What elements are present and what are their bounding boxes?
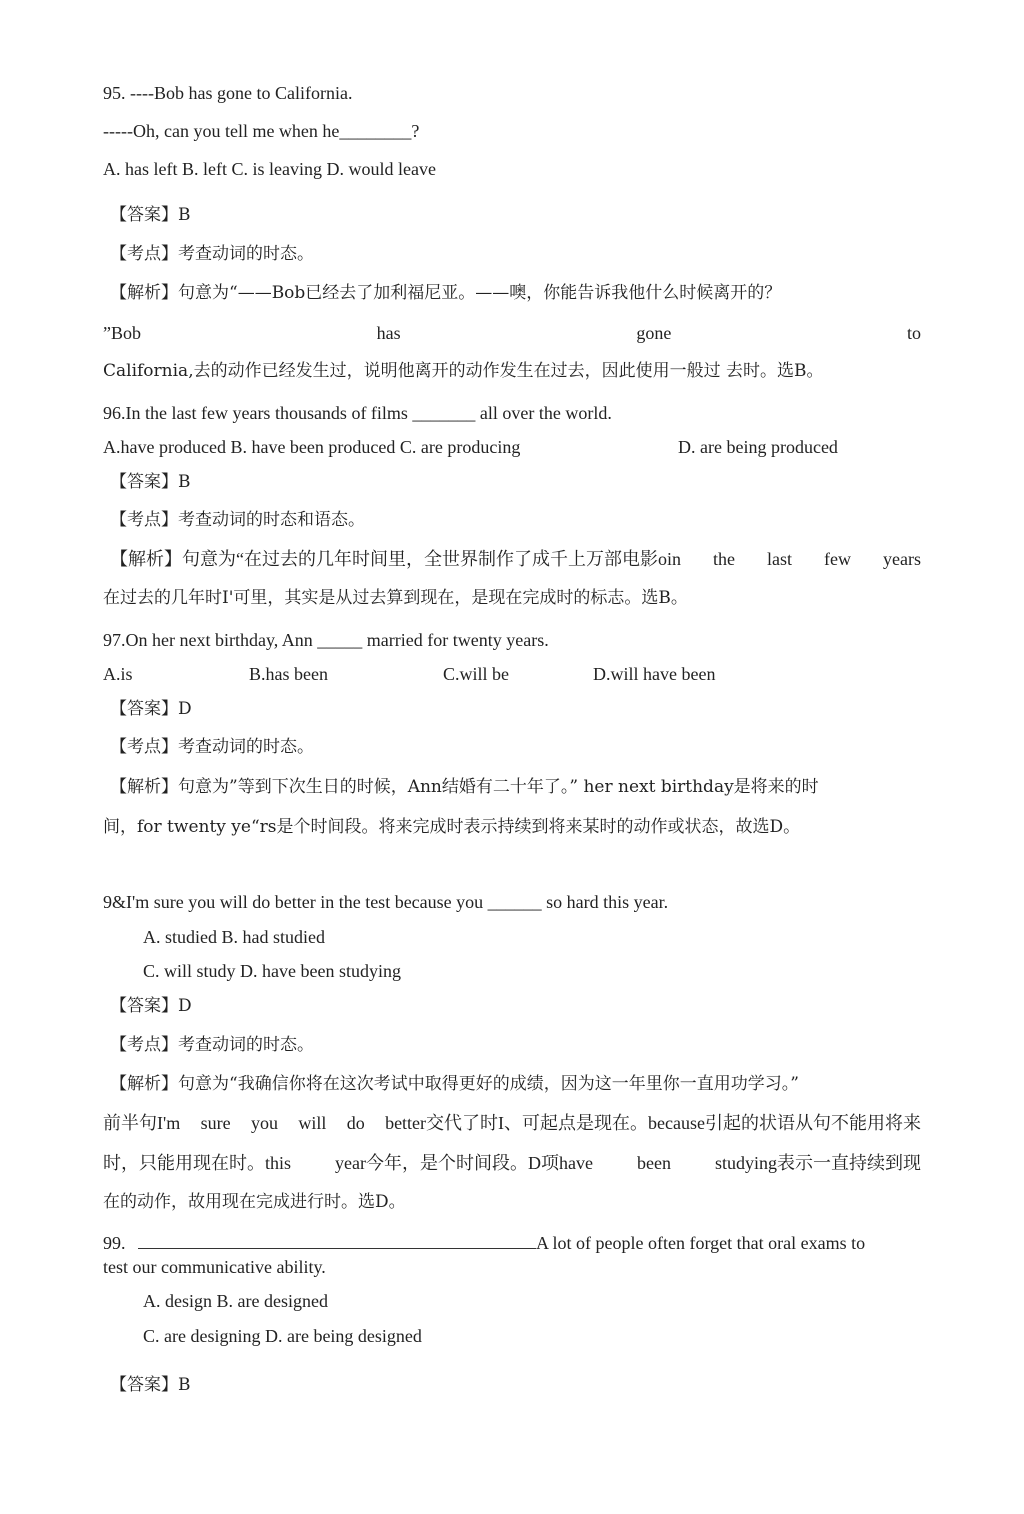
q98-analysis-word: sure <box>200 1113 231 1133</box>
q97-option-b: B.has been <box>249 664 328 684</box>
q97-point: 【考点】考查动词的时态。 <box>110 737 314 757</box>
q98-options-cd: C. will study D. have been studying <box>143 961 401 981</box>
q95-analysis-line3: California,去的动作已经发生过，说明他离开的动作发生在过去，因此使用一般过 去时。选B。 <box>103 361 824 381</box>
q98-analysis-word: do <box>346 1113 365 1133</box>
q95-analysis-word: has <box>376 323 401 343</box>
q96-analysis-line1 <box>110 548 921 570</box>
q98-analysis-word: 前半句I'm <box>103 1113 181 1133</box>
q98-analysis-word: will <box>298 1113 327 1133</box>
q96-analysis-line2: 在过去的几年时I'可里，其实是从过去算到现在，是现在完成时的标志。选B。 <box>103 588 688 608</box>
q95-stem: 95. ----Bob has gone to California. <box>103 83 353 103</box>
q95-stem-reply: -----Oh, can you tell me when he________? <box>103 121 420 141</box>
q96-analysis-word: last <box>767 549 792 569</box>
q95-options: A. has left B. left C. is leaving D. would leave <box>103 159 436 179</box>
q98-analysis-word: 时，只能用现在时。this <box>103 1153 292 1173</box>
q98-analysis-word: been <box>636 1153 671 1173</box>
q98-analysis-line1: 【解析】句意为“我确信你将在这次考试中取得更好的成绩，因为这一年里你一直用功学习。” <box>110 1074 799 1094</box>
q96-stem: 96.In the last few years thousands of films _______ all over the world. <box>103 403 612 423</box>
q97-answer: 【答案】D <box>110 699 192 719</box>
q95-analysis-line2 <box>103 322 921 344</box>
q95-analysis-word: to <box>906 323 921 343</box>
q98-stem: 9&I'm sure you will do better in the test because you ______ so hard this year. <box>103 892 669 912</box>
q97-analysis-line1: 【解析】句意为”等到下次生日的时候，Ann结婚有二十年了。” her next birthday是将来的时 <box>110 777 819 797</box>
q95-answer: 【答案】B <box>110 205 191 225</box>
q98-analysis-word: you <box>250 1113 278 1133</box>
q96-analysis-word: few <box>824 549 851 569</box>
q96-analysis-word: the <box>713 549 735 569</box>
q98-analysis-line3 <box>103 1152 921 1174</box>
q97-option-c: C.will be <box>443 664 509 684</box>
q99-stem <box>103 1232 865 1254</box>
q99-stem-line2: test our communicative ability. <box>103 1257 326 1277</box>
q98-answer: 【答案】D <box>110 996 192 1016</box>
q99-stem-tail: A lot of people often forget that oral exams to <box>536 1233 866 1253</box>
q95-analysis-line1: 【解析】句意为“——Bob已经去了加利福尼亚。——噢，你能告诉我他什么时候离开的？ <box>110 283 782 303</box>
q98-analysis-line2 <box>103 1112 921 1134</box>
q98-analysis-line4: 在的动作，故用现在完成进行时。选D。 <box>103 1192 406 1212</box>
q98-analysis-word: studying表示一直持续到现 <box>714 1153 921 1173</box>
q96-option-d: D. are being produced <box>678 437 838 457</box>
q96-point: 【考点】考查动词的时态和语态。 <box>110 510 365 530</box>
q99-number: 99. <box>103 1233 126 1253</box>
q95-point: 【考点】考查动词的时态。 <box>110 244 314 264</box>
q95-analysis-word: ”Bob <box>103 323 141 343</box>
q96-answer: 【答案】B <box>110 472 191 492</box>
q99-blank-line <box>138 1234 536 1249</box>
q97-option-d: D.will have been <box>593 664 716 684</box>
q95-analysis-word: gone <box>636 323 672 343</box>
q97-analysis-line2: 间，for twenty ye“rs是个时间段。将来完成时表示持续到将来某时的动作或状态，故选D。 <box>103 817 801 837</box>
q98-options-ab: A. studied B. had studied <box>143 927 325 947</box>
q96-options-left: A.have produced B. have been produced C. are producing <box>103 437 521 457</box>
q96-analysis-word: years <box>882 549 921 569</box>
q96-analysis-word: 【解析】句意为“在过去的几年时间里，全世界制作了成千上万部电影oin <box>110 549 681 569</box>
q97-stem: 97.On her next birthday, Ann _____ married for twenty years. <box>103 630 549 650</box>
q99-options-cd: C. are designing D. are being designed <box>143 1326 422 1346</box>
q97-option-a: A.is <box>103 664 133 684</box>
q98-analysis-word: year今年，是个时间段。D项have <box>335 1153 593 1173</box>
q99-answer: 【答案】B <box>110 1375 191 1395</box>
q98-point: 【考点】考查动词的时态。 <box>110 1035 314 1055</box>
q99-options-ab: A. design B. are designed <box>143 1291 328 1311</box>
q98-analysis-word: better交代了时I、可起点是现在。because引起的状语从句不能用将来 <box>385 1113 921 1133</box>
